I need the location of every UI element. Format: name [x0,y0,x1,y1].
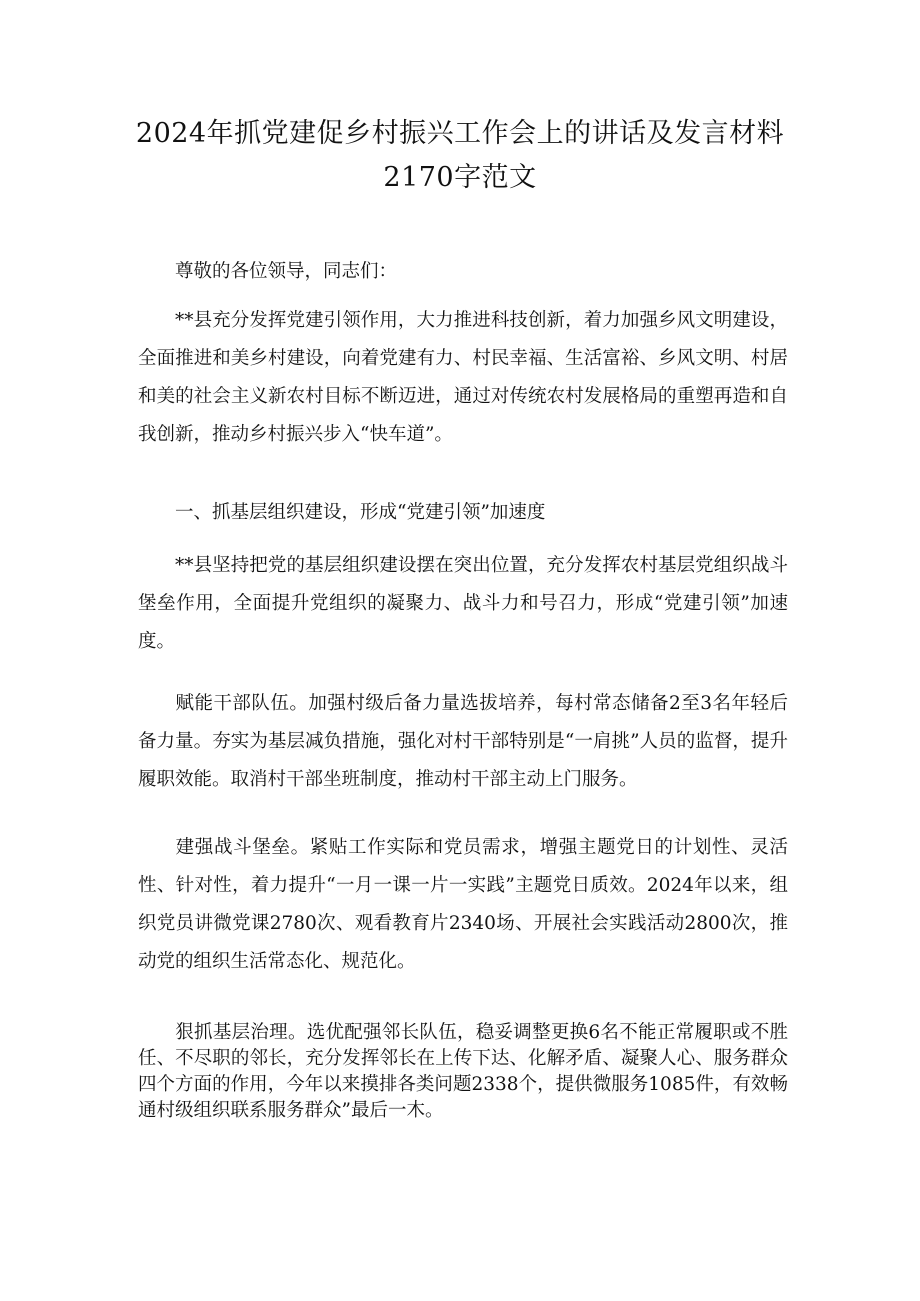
intro-text: **县充分发挥党建引领作用，大力推进科技创新，着力加强乡风文明建设，全面推进和美乡村建设，向着党建有力、村民幸福、生活富裕、乡风文明、村居和美的社会主义新农村目标不断迈进，通过对传统农村发展格局的重塑再造和自我创新，推动乡村振兴步入“快车道”。 [138,310,788,445]
document-title: 2024年抓党建促乡村振兴工作会上的讲话及发言材料2170字范文 [135,118,785,193]
section-heading-text: 一、抓基层组织建设，形成“党建引领”加速度 [175,502,546,523]
section-heading [138,494,788,532]
section-paragraph [138,547,788,661]
governance-paragraph-text: 狠抓基层治理。选优配强邻长队伍，稳妥调整更换6名不能正常履职或不胜任、不尽职的邻长，充分发挥邻长在上传下达、化解矛盾、凝聚人心、服务群众四个方面的作用，今年以来摸排各类问题2338个，提供微服务1085件，有效畅通村级组织联系服务群众”最后一木。 [138,1022,788,1121]
fortress-paragraph-text: 建强战斗堡垒。紧贴工作实际和党员需求，增强主题党日的计划性、灵活性、针对性，着力提升“一月一课一片一实践”主题党日质效。2024年以来，组织党员讲微党课2780次、观看教育片2340场、开展社会实践活动2800次，推动党的组织生活常态化、规范化。 [138,837,788,972]
cadre-paragraph [138,685,788,799]
salutation [138,253,788,291]
salutation-text: 尊敬的各位领导，同志们： [175,261,398,282]
cadre-paragraph-text: 赋能干部队伍。加强村级后备力量选拔培养，每村常态储备2至3名年轻后备力量。夯实为基层减负措施，强化对村干部特别是“一肩挑”人员的监督，提升履职效能。取消村干部坐班制度，推动村干部主动上门服务。 [138,693,788,790]
section-paragraph-text: **县坚持把党的基层组织建设摆在突出位置，充分发挥农村基层党组织战斗堡垒作用，全面提升党组织的凝聚力、战斗力和号召力，形成“党建引领”加速度。 [138,555,788,652]
governance-paragraph [138,1020,788,1124]
fortress-paragraph [138,829,788,981]
intro-paragraph [138,302,788,454]
